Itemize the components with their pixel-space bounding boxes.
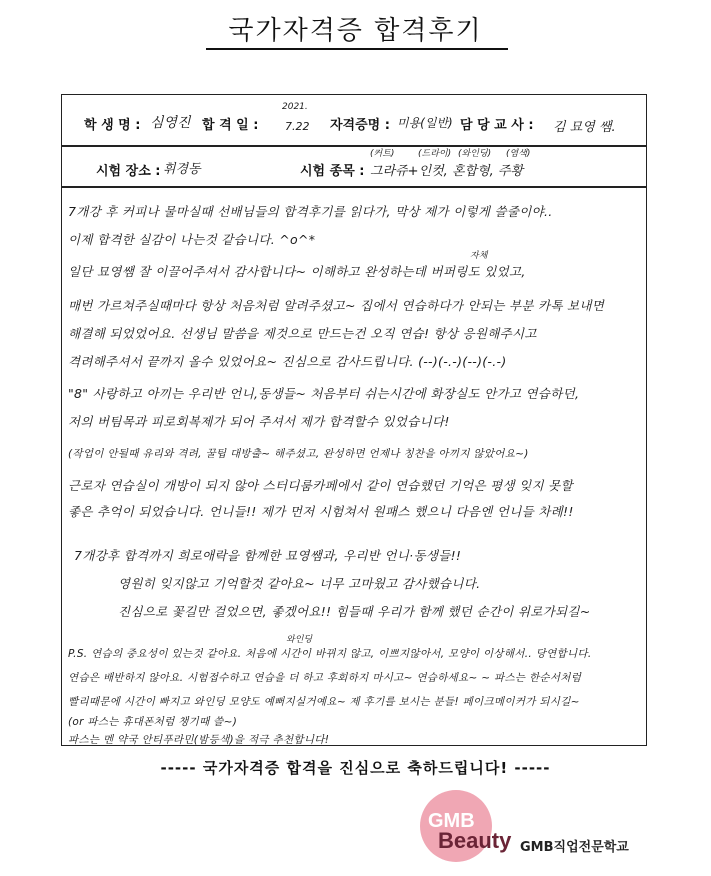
margin-note: 와인딩 xyxy=(286,635,313,645)
correction-note: 자체 xyxy=(470,251,488,261)
review-line-10: 근로자 연습실이 개방이 되지 않아 스터디룸카페에서 같이 연습했던 기억은 평생 잊지 못할 xyxy=(68,478,573,493)
teacher-label: 담 당 교 사 : xyxy=(460,118,534,133)
review-line-9: (작업이 안될때 유리와 격려, 꿀팁 대방출~ 해주셨고, 완성하면 언제나 칭찬을 아끼지 않았어요~) xyxy=(68,448,529,460)
review-line-1: 7개강 후 커피나 물마실때 선배님들의 합격후기를 읽다가, 막상 제가 이렇게 쓸줄이야.. xyxy=(68,204,553,219)
page-title: 국가자격증 합격후기 xyxy=(228,16,483,46)
student-name-label: 학 생 명 : xyxy=(84,118,141,133)
subject-note-cut: (커트) xyxy=(370,149,395,159)
certificate-value: 미용(일반) xyxy=(397,116,453,130)
exam-place-label: 시험 장소 : xyxy=(96,164,161,179)
closing-message: ----- 국가자격증 합격을 진심으로 축하드립니다! ----- xyxy=(160,759,551,777)
review-line-14: 진심으로 꽃길만 걸었으면, 좋겠어요!! 힘들때 우리가 함께 했던 순간이 위로가되길~ xyxy=(118,604,591,619)
review-line-2: 이제 합격한 실감이 나는것 같습니다. ^o^* xyxy=(68,232,316,247)
ps-line-3: 빨리때문에 시간이 빠지고 와인딩 모양도 예뻐지실거예요~ 제 후기를 보시는 분들! 페이크메이커가 되시길~ xyxy=(68,696,580,708)
review-line-4: 매번 가르쳐주실때마다 항상 처음처럼 알려주셨고~ 집에서 연습하다가 안되는 부분 카톡 보내면 xyxy=(68,298,605,313)
student-name-value: 심영진 xyxy=(150,115,191,131)
ps-line-5: 파스는 멘 약국 안티푸라민(밤등색)을 적극 추천합니다! xyxy=(68,734,330,746)
review-line-12: 7개강후 합격까지 희로애락을 함께한 묘영쌤과, 우리반 언니·동생들!! xyxy=(74,548,462,563)
review-line-5: 해결해 되었었어요. 선생님 말씀을 제것으로 만드는건 오직 연습! 항상 응원해주시고 xyxy=(68,326,537,341)
gmb-logo-text: GMB xyxy=(428,810,475,832)
review-line-7: "8" 사랑하고 아끼는 우리반 언니,동생들~ 처음부터 쉬는시간에 화장실도 안가고 연습하던, xyxy=(68,386,580,401)
row-divider-2 xyxy=(61,186,647,188)
pass-date-year: 2021. xyxy=(282,102,308,112)
certificate-label: 자격증명 : xyxy=(330,118,390,133)
subject-note-winding: (와인딩) xyxy=(458,149,492,159)
review-line-6: 격려해주셔서 끝까지 올수 있었어요~ 진심으로 감사드립니다. (--)(-.-)(--)(-.-) xyxy=(68,354,507,369)
exam-place-value: 휘경동 xyxy=(163,162,201,177)
beauty-logo-text: Beauty xyxy=(438,828,512,853)
review-line-11: 좋은 추억이 되었습니다. 언니들!! 제가 먼저 시험쳐서 원패스 했으니 다음엔 언니들 차례!! xyxy=(68,504,574,519)
ps-line-1: P.S. 연습의 중요성이 있는것 같아요. 처음에 시간이 바뀌지 않고, 이쁘지않아서, 모양이 이상해서.. 당연합니다. xyxy=(68,648,592,660)
teacher-value: 김 묘영 쌤. xyxy=(553,120,616,135)
exam-subject-label: 시험 종목 : xyxy=(300,164,365,179)
review-line-13: 영원히 잊지않고 기억할것 같아요~ 너무 고마웠고 감사했습니다. xyxy=(118,576,481,591)
review-line-3: 일단 묘영쌤 잘 이끌어주셔서 감사합니다~ 이해하고 완성하는데 버퍼링도 있었고, xyxy=(68,264,526,279)
ps-line-4: (or 파스는 휴대폰처럼 챙기때 쓸~) xyxy=(68,716,238,728)
review-line-8: 저의 버팀목과 피로회복제가 되어 주셔서 제가 합격할수 있었습니다! xyxy=(68,414,450,429)
pass-date-label: 합 격 일 : xyxy=(202,118,259,133)
title-underline xyxy=(206,48,508,50)
school-name: GMB직업전문학교 xyxy=(520,840,629,855)
exam-subject-value: 그라쥬+인컷, 혼합형, 주황 xyxy=(370,164,524,179)
subject-note-dry: (드라이) xyxy=(418,149,452,159)
subject-note-dye: (염색) xyxy=(506,149,531,159)
ps-line-2: 연습은 배반하지 않아요. 시험접수하고 연습을 더 하고 후회하지 마시고~ 연습하세요~ ~ 파스는 한순서처럼 xyxy=(68,672,582,684)
row-divider-1 xyxy=(61,145,647,147)
pass-date-monthday: 7.22 xyxy=(285,120,310,133)
